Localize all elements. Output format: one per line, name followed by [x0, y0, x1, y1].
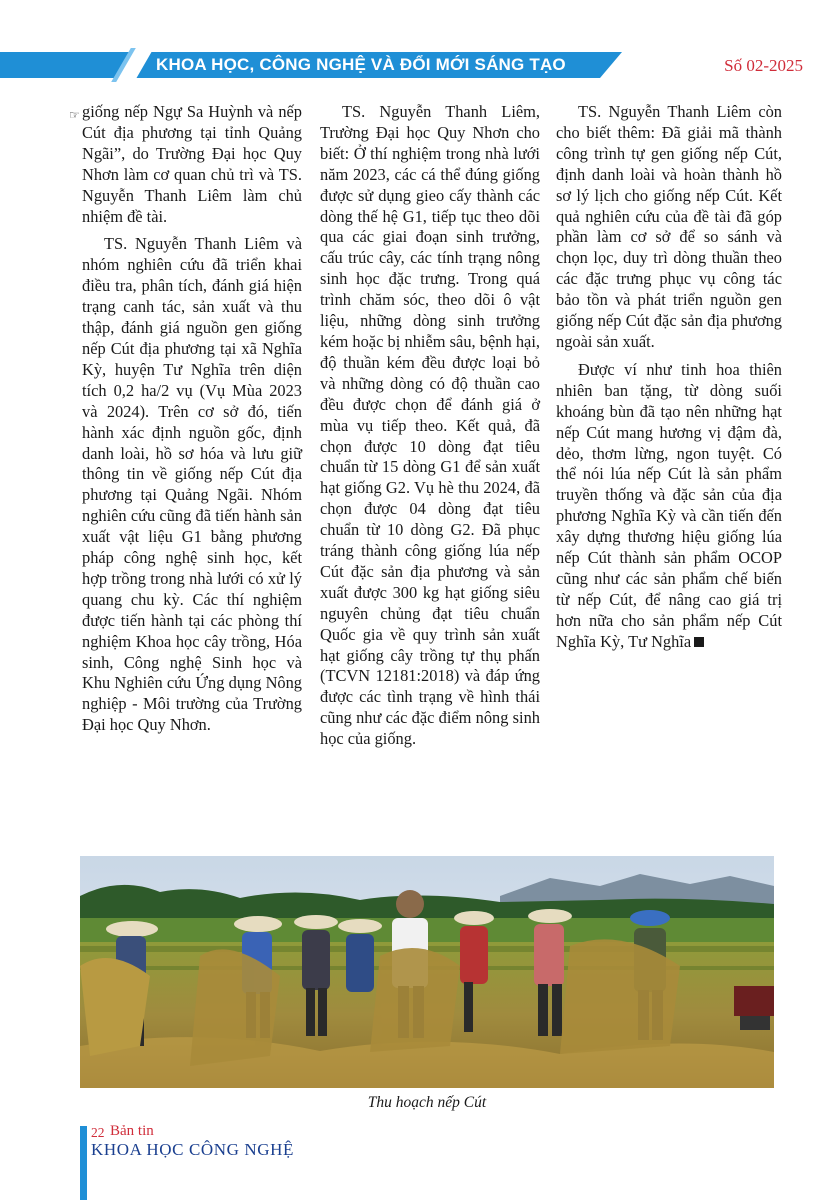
page-header — [0, 48, 839, 82]
footer-brand-line2: KHOA HỌC CÔNG NGHỆ — [91, 1140, 294, 1159]
article-column-2 — [320, 102, 540, 848]
article-paragraph: TS. Nguyễn Thanh Liêm, Trường Đại học Quy Nhơn cho biết: Ở thí nghiệm trong nhà lưới năm 2023, các cá thể đúng giống được sử dụng gieo cấy thành các dòng thế hệ G1, tiếp tục theo dõi qua các giai đoạn sinh trưởng, cấu trúc cây, các tính trạng nông sinh học đặc trưng. Trong quá trình chăm sóc, theo dõi ô vật liệu, những dòng sinh trưởng kém hoặc bị nhiễm sâu, bệnh hại, độ thuần kém đều được loại bỏ và những dòng có độ thuần cao đều được chọn để đánh giá ở mùa vụ tiếp theo. Kết quả, đã chọn được 10 dòng đạt tiêu chuẩn từ 15 dòng G1 để sản xuất hạt giống G2. Vụ hè thu 2024, đã chọn được 04 dòng đạt tiêu chuẩn từ 10 dòng G2. Đã phục tráng thành công giống lúa nếp Cút đặc sản địa phương và sản xuất được 300 kg hạt giống siêu nguyên chủng đạt tiêu chuẩn Quốc gia về quy trình sản xuất hạt giống cây trồng tự thụ phấn (TCVN 12181:2018) và đáp ứng được các tình trạng về hình thái cũng như các đặc điểm nông sinh học của giống. — [320, 102, 540, 749]
pointing-hand-icon: ☞ — [69, 108, 80, 122]
article-paragraph: TS. Nguyễn Thanh Liêm còn cho biết thêm: Đã giải mã thành công trình tự gen giống nếp Cút, định danh loài và hoàn thành hồ sơ lý lịch cho giống nếp Cút. Kết quả nghiên cứu của đề tài đã góp phần làm cơ sở để so sánh và chọn lọc, duy trì dòng thuần theo các đặc trưng phục vụ công tác bảo tồn và phát triển nguồn gen giống nếp Cút đặc sản địa phương ngoài sản xuất. — [556, 102, 782, 351]
article-paragraph-final — [556, 360, 782, 653]
article-body — [66, 102, 784, 848]
section-title: KHOA HỌC, CÔNG NGHỆ VÀ ĐỔI MỚI SÁNG TẠO — [156, 55, 566, 74]
article-paragraph-text: Được ví như tinh hoa thiên nhiên ban tặng, từ dòng suối khoáng bùn đã tạo nên những hạt nếp Cút mang hương vị đậm đà, dẻo, thơm lừng, ngon tuyệt. Có thể nói lúa nếp Cút là sản phẩm truyền thống và đặc sản của địa phương Nghĩa Kỳ và cần tiến đến xây dựng thương hiệu giống lúa nếp Cút thành sản phẩm OCOP cũng như các sản phẩm chế biến từ nếp Cút, để nâng cao giá trị hơn nữa cho sản phẩm nếp Cút Nghĩa Kỳ, Tư Nghĩa — [556, 359, 782, 651]
article-column-3 — [556, 102, 782, 848]
footer-accent-bar — [80, 1126, 87, 1200]
end-square-icon — [694, 637, 704, 647]
harvest-photo — [80, 856, 774, 1088]
page-number: 22 — [91, 1125, 105, 1140]
footer-brand-line1: Bản tin — [110, 1123, 154, 1139]
article-paragraph: giống nếp Ngự Sa Huỳnh và nếp Cút địa phương tại tỉnh Quảng Ngãi”, do Trường Đại học Quy Nhơn làm cơ quan chủ trì và TS. Nguyễn Thanh Liêm làm chủ nhiệm đề tài. — [82, 102, 302, 226]
photo-caption: Thu hoạch nếp Cút — [367, 1094, 487, 1111]
article-column-1 — [69, 102, 302, 848]
issue-number: Số 02-2025 — [724, 56, 803, 75]
article-paragraph: TS. Nguyễn Thanh Liêm và nhóm nghiên cứu đã triển khai điều tra, phân tích, đánh giá hiện trạng canh tác, sản xuất và thu thập, đánh giá nguồn gen giống nếp Cút địa phương tại xã Nghĩa Kỳ, huyện Tư Nghĩa trên diện tích 0,2 ha/2 vụ (Vụ Mùa 2023 và 2024). Trên cơ sở đó, tiến hành xác định nguồn gốc, định danh loài, hồ sơ hóa và lưu giữ thông tin về giống nếp Cút địa phương tại Quảng Ngãi. Nhóm nghiên cứu cũng đã tiến hành sản xuất vật liệu G1 bằng phương pháp công nghệ sinh học, kết hợp trồng trong nhà lưới có xử lý quang chu kỳ. Các thí nghiệm được tiến hành tại các phòng thí nghiệm Khoa học cây trồng, Hóa sinh, Công nghệ Sinh học và Khu Nghiên cứu Ứng dụng Nông nghiệp - Môi trường của Trường Đại học Quy Nhơn. — [82, 234, 302, 735]
